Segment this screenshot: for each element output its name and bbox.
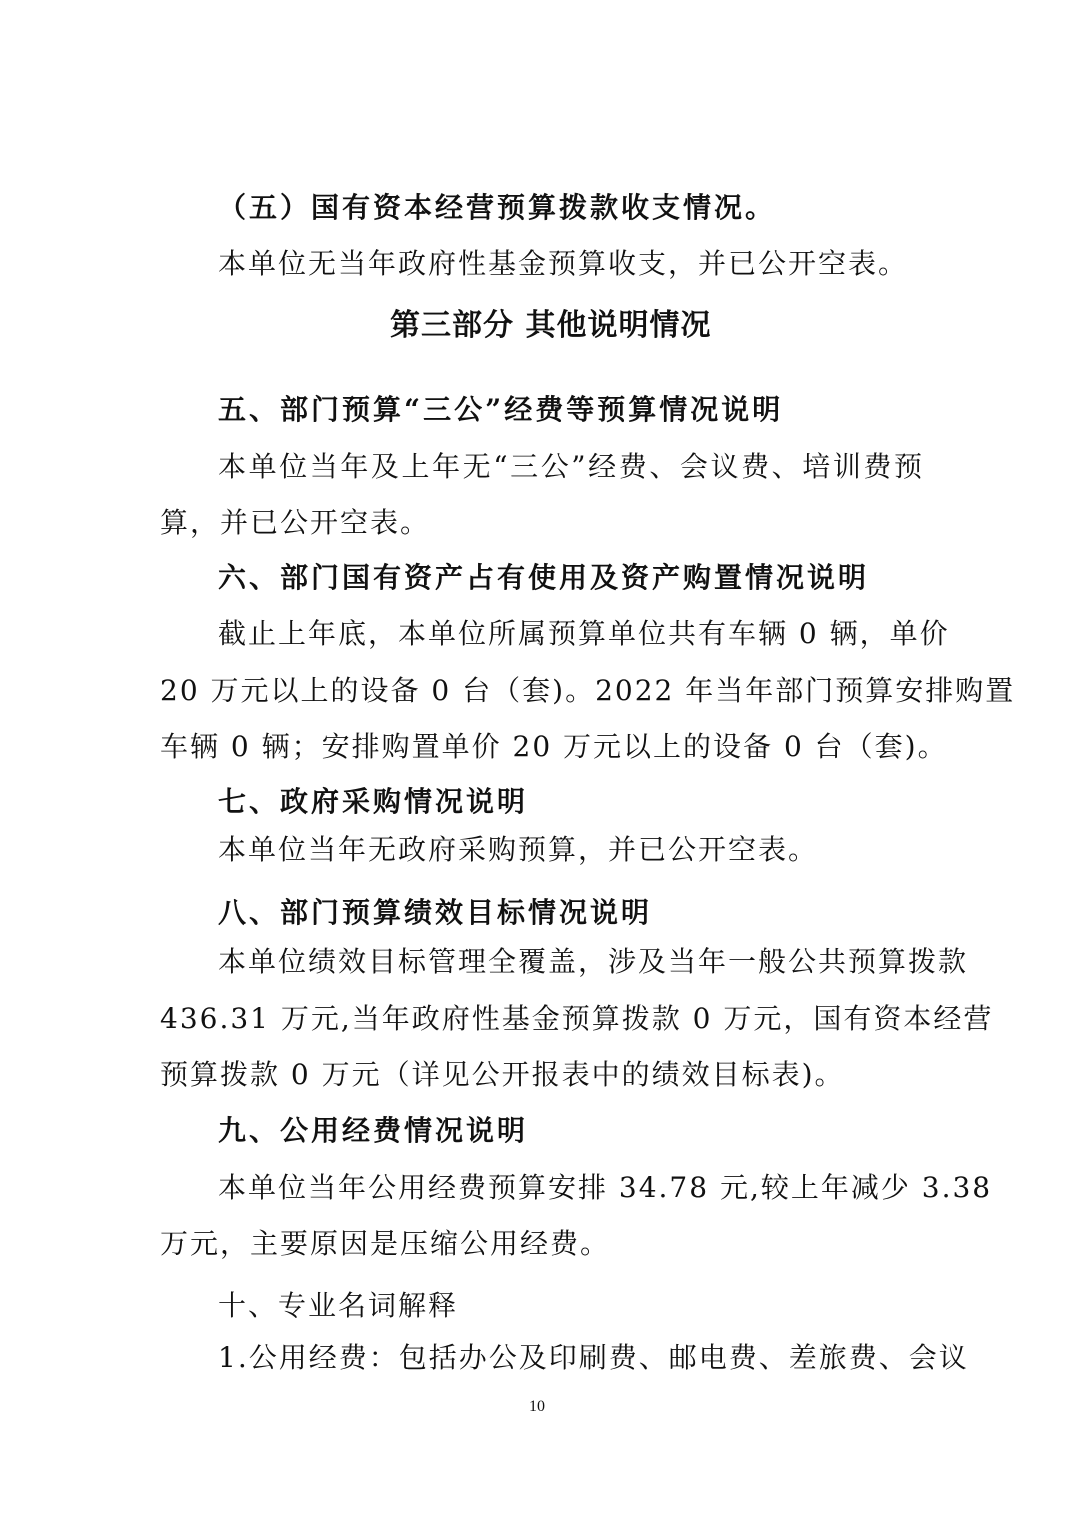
section-heading-procurement: 七、政府采购情况说明 — [218, 785, 529, 818]
part-title: 第三部分 其他说明情况 — [390, 308, 712, 343]
paragraph-glossary-line-1: 1.公用经费：包括办公及印刷费、邮电费、差旅费、会议 — [218, 1341, 969, 1374]
section-heading-state-capital: （五）国有资本经营预算拨款收支情况。 — [218, 191, 777, 224]
section-heading-performance: 八、部门预算绩效目标情况说明 — [218, 896, 653, 929]
paragraph-three-public-line-1: 本单位当年及上年无“三公”经费、会议费、培训费预 — [218, 450, 924, 483]
paragraph-assets-line-1: 截止上年底，本单位所属预算单位共有车辆 0 辆，单价 — [218, 617, 950, 650]
section-heading-public-expenses: 九、公用经费情况说明 — [218, 1114, 529, 1147]
section-heading-glossary: 十、专业名词解释 — [218, 1289, 459, 1322]
paragraph-three-public-line-2: 算，并已公开空表。 — [160, 506, 431, 539]
paragraph-assets-line-2: 20 万元以上的设备 0 台（套)。2022 年当年部门预算安排购置 — [160, 674, 1016, 707]
paragraph-procurement: 本单位当年无政府采购预算，并已公开空表。 — [218, 833, 819, 866]
section-heading-assets: 六、部门国有资产占有使用及资产购置情况说明 — [218, 561, 870, 594]
paragraph-performance-line-1: 本单位绩效目标管理全覆盖，涉及当年一般公共预算拨款 — [218, 945, 969, 978]
paragraph-public-expenses-line-2: 万元，主要原因是压缩公用经费。 — [160, 1227, 611, 1260]
page-number: 10 — [529, 1398, 545, 1415]
section-heading-three-public: 五、部门预算“三公”经费等预算情况说明 — [218, 393, 784, 426]
paragraph-state-capital: 本单位无当年政府性基金预算收支，并已公开空表。 — [218, 247, 909, 280]
paragraph-assets-line-3: 车辆 0 辆；安排购置单价 20 万元以上的设备 0 台（套)。 — [160, 730, 948, 763]
paragraph-public-expenses-line-1: 本单位当年公用经费预算安排 34.78 元,较上年减少 3.38 — [218, 1171, 993, 1204]
paragraph-performance-line-3: 预算拨款 0 万元（详见公开报表中的绩效目标表)。 — [160, 1058, 845, 1091]
paragraph-performance-line-2: 436.31 万元,当年政府性基金预算拨款 0 万元，国有资本经营 — [160, 1002, 994, 1035]
